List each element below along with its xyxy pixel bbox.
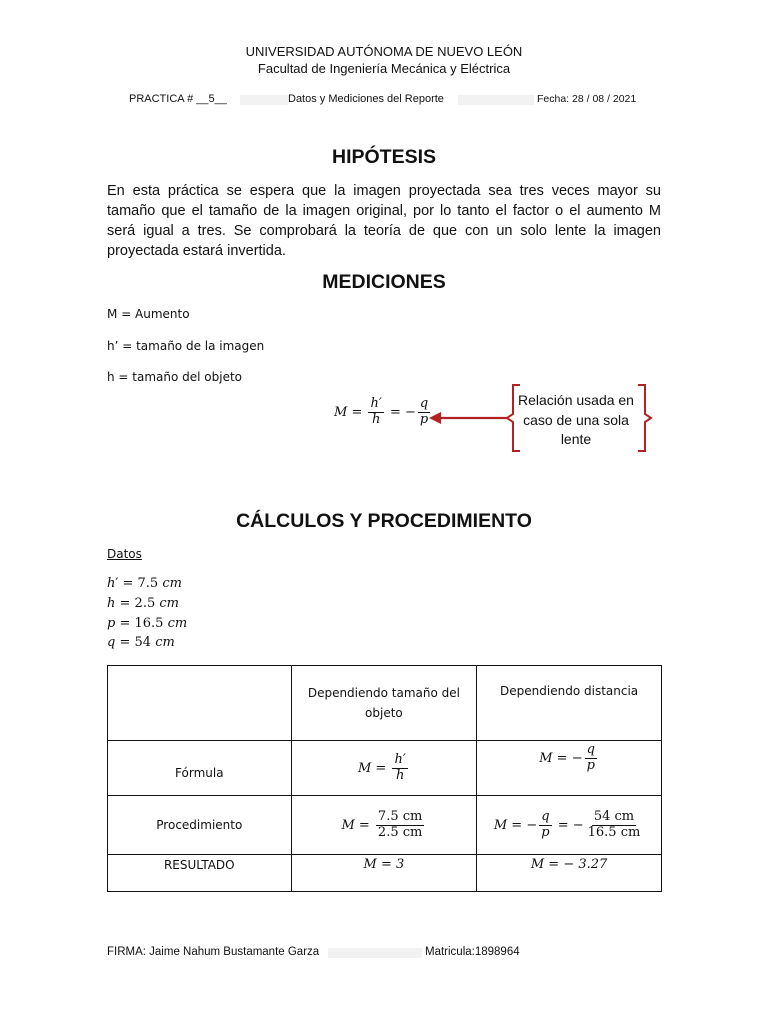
header-distance: Dependiendo distancia	[477, 666, 662, 741]
hypothesis-title: HIPÓTESIS	[331, 146, 437, 168]
report-fill	[458, 95, 534, 105]
arrow-icon	[429, 412, 507, 424]
measurements-title: MEDICIONES	[322, 271, 446, 293]
calculations-title: CÁLCULOS Y PROCEDIMIENTO	[236, 510, 532, 532]
practice-number: PRACTICA # __5__	[129, 93, 227, 105]
formula-object-size: M = $\frac{h'}{h}$	[291, 741, 477, 796]
data-line-h: h = 2.5 cm	[107, 596, 179, 611]
result-object-size: M = 3	[291, 855, 477, 892]
university-name: UNIVERSIDAD AUTÓNOMA DE NUEVO LEÓN	[245, 44, 523, 59]
matricula: Matricula:1898964	[425, 946, 520, 958]
definition-h: h = tamaño del objeto	[107, 370, 243, 384]
definition-m: M = Aumento	[107, 307, 190, 321]
data-line-p: p = 16.5 cm	[107, 616, 188, 631]
report-title: Datos y Mediciones del Reporte	[288, 93, 444, 105]
signature-fill	[328, 948, 422, 958]
header-object-size: Dependiendo tamaño del objeto	[291, 666, 477, 741]
magnification-formula: M = $\frac{h'}{h}$ = − $\frac{q}{p}$	[334, 396, 429, 427]
procedure-object-size: M = $\frac{7.5 cm}{2.5 cm}$	[291, 796, 477, 855]
procedure-label: Procedimiento	[108, 796, 292, 855]
formula-distance: M = − $\frac{q}{p}$	[477, 741, 662, 796]
calculation-table	[107, 665, 662, 892]
data-line-h-prime: h′ = 7.5 cm	[107, 576, 182, 591]
data-title: Datos	[107, 547, 142, 561]
result-distance: M = − 3.27	[477, 855, 662, 892]
table-row-header	[108, 666, 662, 741]
hypothesis-text: En esta práctica se espera que la imagen proyectada sea tres veces mayor su tamaño que el tamaño de la imagen original, por lo tanto el factor o el aumento M será igual a tres. Se comprobará la teoría de que con un solo lente la imagen proyectada estará invertida.	[107, 183, 661, 259]
empty-header-cell	[108, 666, 292, 741]
signature: FIRMA: Jaime Nahum Bustamante Garza	[107, 946, 320, 958]
practice-fill	[240, 95, 288, 105]
definition-h-prime: h’ = tamaño de la imagen	[107, 339, 265, 353]
data-line-q: q = 54 cm	[107, 635, 175, 650]
formula-label: Fórmula	[108, 741, 292, 796]
result-label: RESULTADO	[108, 855, 292, 892]
relation-note: Relación usada en caso de una sola lente	[518, 392, 634, 447]
report-date: Fecha: 28 / 08 / 2021	[537, 93, 637, 105]
faculty-name: Facultad de Ingeniería Mecánica y Eléctrica	[257, 61, 511, 76]
table-row-procedure	[108, 796, 662, 855]
table-row-result	[108, 855, 662, 892]
table-row-formula	[108, 741, 662, 796]
procedure-distance: M = − $\frac{q}{p}$ = − $\frac{54 cm}{16.5 cm}$	[477, 796, 662, 855]
